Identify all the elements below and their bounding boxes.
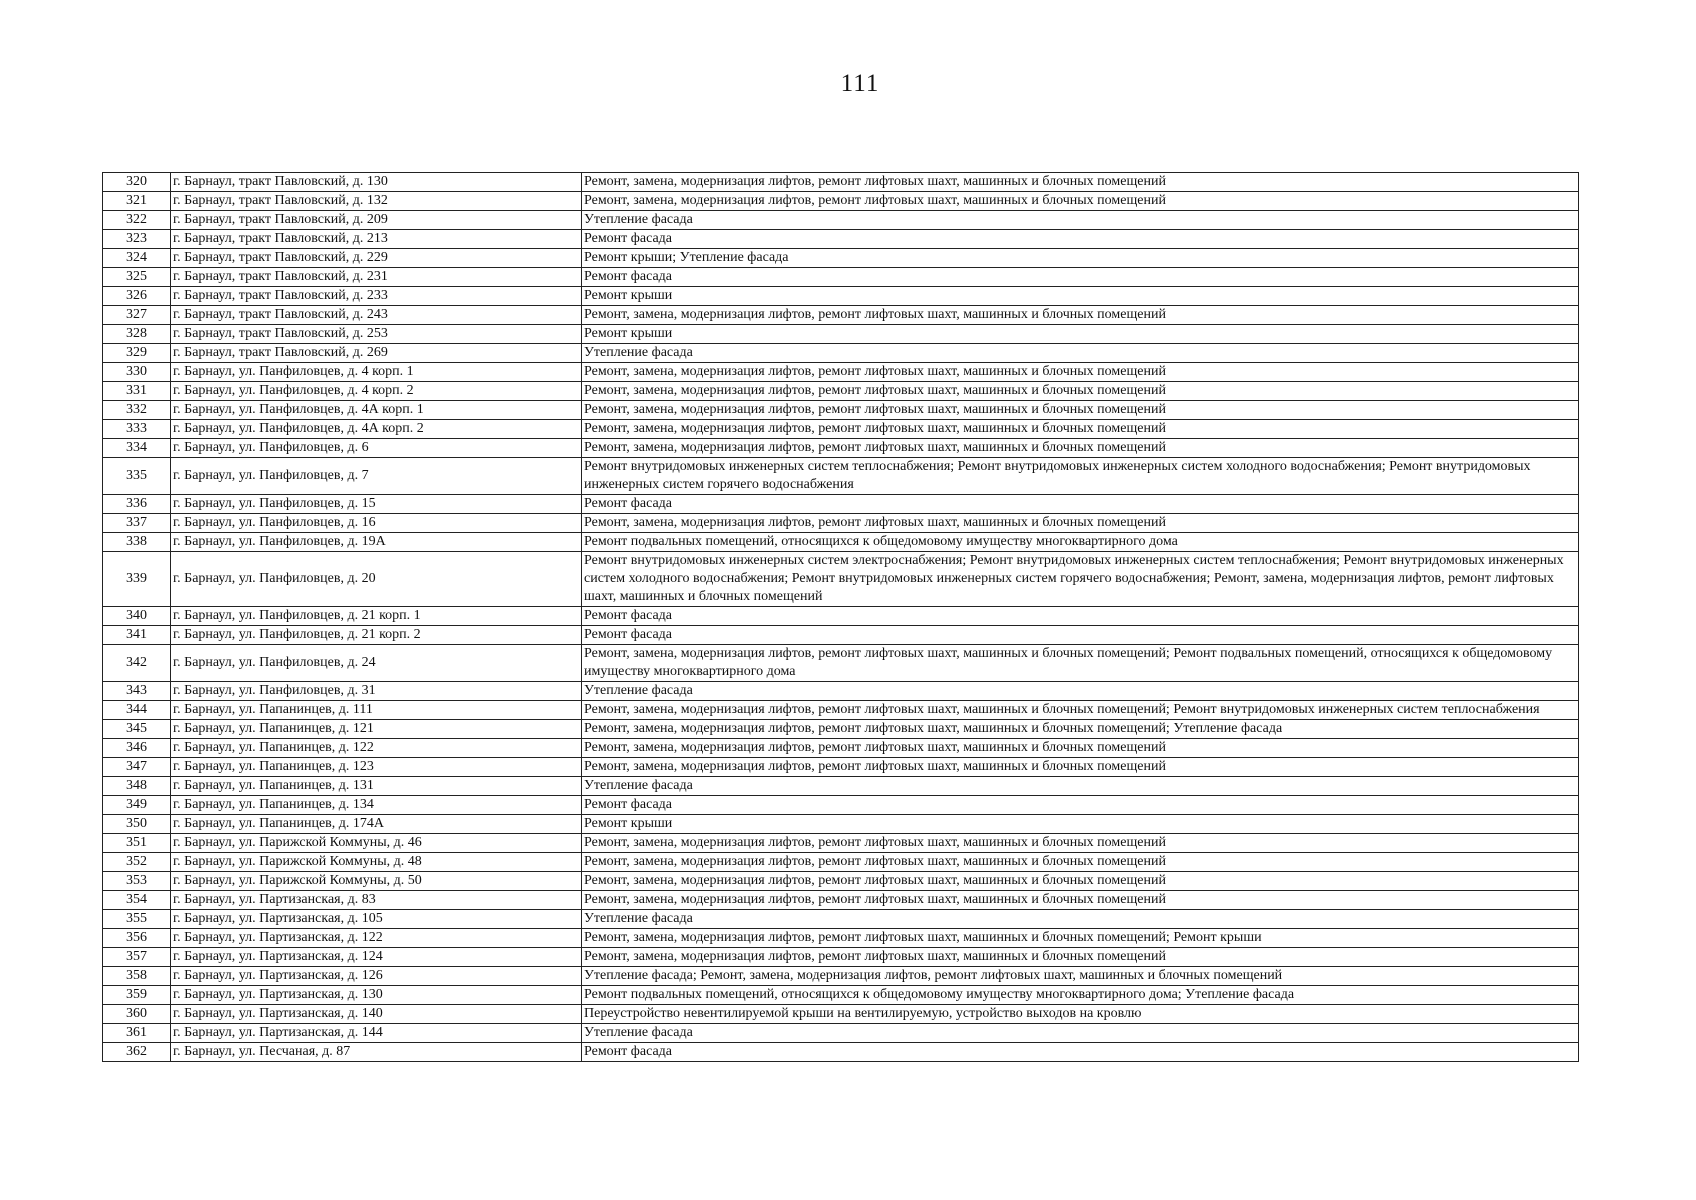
row-number: 333: [103, 420, 171, 439]
row-work-type: Ремонт, замена, модернизация лифтов, ремонт лифтовых шахт, машинных и блочных помещений: [582, 192, 1579, 211]
table-row: [103, 439, 1579, 458]
table-row: [103, 420, 1579, 439]
row-number: 340: [103, 607, 171, 626]
row-number: 350: [103, 815, 171, 834]
row-work-type: Ремонт фасада: [582, 607, 1579, 626]
table-row: [103, 287, 1579, 306]
row-work-type: Ремонт, замена, модернизация лифтов, ремонт лифтовых шахт, машинных и блочных помещений: [582, 739, 1579, 758]
row-work-type: Утепление фасада: [582, 910, 1579, 929]
table-row: [103, 834, 1579, 853]
row-number: 332: [103, 401, 171, 420]
row-address: г. Барнаул, ул. Панфиловцев, д. 4А корп. 1: [171, 401, 582, 420]
table-row: [103, 929, 1579, 948]
row-work-type: Ремонт фасада: [582, 1043, 1579, 1062]
row-work-type: Ремонт крыши: [582, 325, 1579, 344]
row-address: г. Барнаул, тракт Павловский, д. 132: [171, 192, 582, 211]
row-number: 328: [103, 325, 171, 344]
row-work-type: Ремонт, замена, модернизация лифтов, ремонт лифтовых шахт, машинных и блочных помещений; Ремонт подвальных помещений, относящихся к общедомовому имуществу многоквартирного дома: [582, 645, 1579, 682]
repair-registry-table: [102, 172, 1579, 1062]
table-row: [103, 910, 1579, 929]
table-row: [103, 382, 1579, 401]
table-row: [103, 325, 1579, 344]
row-number: 348: [103, 777, 171, 796]
row-work-type: Ремонт, замена, модернизация лифтов, ремонт лифтовых шахт, машинных и блочных помещений: [582, 401, 1579, 420]
table-row: [103, 268, 1579, 287]
row-work-type: Ремонт крыши: [582, 815, 1579, 834]
row-number: 361: [103, 1024, 171, 1043]
row-number: 324: [103, 249, 171, 268]
row-address: г. Барнаул, тракт Павловский, д. 231: [171, 268, 582, 287]
table-row: [103, 701, 1579, 720]
table-row: [103, 967, 1579, 986]
row-work-type: Ремонт, замена, модернизация лифтов, ремонт лифтовых шахт, машинных и блочных помещений; Ремонт крыши: [582, 929, 1579, 948]
row-number: 362: [103, 1043, 171, 1062]
row-address: г. Барнаул, ул. Папанинцев, д. 111: [171, 701, 582, 720]
row-address: г. Барнаул, ул. Парижской Коммуны, д. 46: [171, 834, 582, 853]
row-work-type: Ремонт подвальных помещений, относящихся к общедомовому имуществу многоквартирного дома; Утепление фасада: [582, 986, 1579, 1005]
table-row: [103, 986, 1579, 1005]
row-work-type: Ремонт, замена, модернизация лифтов, ремонт лифтовых шахт, машинных и блочных помещений: [582, 420, 1579, 439]
row-address: г. Барнаул, ул. Папанинцев, д. 131: [171, 777, 582, 796]
table-row: [103, 777, 1579, 796]
row-address: г. Барнаул, ул. Панфиловцев, д. 6: [171, 439, 582, 458]
table-row: [103, 514, 1579, 533]
table-row: [103, 173, 1579, 192]
row-number: 353: [103, 872, 171, 891]
table-row: [103, 607, 1579, 626]
row-address: г. Барнаул, ул. Папанинцев, д. 174А: [171, 815, 582, 834]
row-work-type: Ремонт, замена, модернизация лифтов, ремонт лифтовых шахт, машинных и блочных помещений: [582, 758, 1579, 777]
row-number: 349: [103, 796, 171, 815]
row-number: 359: [103, 986, 171, 1005]
row-address: г. Барнаул, ул. Панфиловцев, д. 7: [171, 458, 582, 495]
row-address: г. Барнаул, ул. Панфиловцев, д. 4 корп. 1: [171, 363, 582, 382]
table-row: [103, 249, 1579, 268]
row-number: 344: [103, 701, 171, 720]
row-work-type: Ремонт, замена, модернизация лифтов, ремонт лифтовых шахт, машинных и блочных помещений: [582, 382, 1579, 401]
row-address: г. Барнаул, ул. Папанинцев, д. 122: [171, 739, 582, 758]
row-address: г. Барнаул, ул. Панфиловцев, д. 15: [171, 495, 582, 514]
row-address: г. Барнаул, ул. Панфиловцев, д. 24: [171, 645, 582, 682]
row-address: г. Барнаул, ул. Панфиловцев, д. 31: [171, 682, 582, 701]
row-number: 352: [103, 853, 171, 872]
row-address: г. Барнаул, ул. Партизанская, д. 144: [171, 1024, 582, 1043]
row-work-type: Ремонт внутридомовых инженерных систем электроснабжения; Ремонт внутридомовых инженерных систем теплоснабжения; Ремонт внутридомовых инженерных систем холодного водоснабжения; Ремонт внутридомовых инженерных систем горячего водоснабжения; Ремонт, замена, модернизация лифтов, ремонт лифтовых шахт, машинных и блочных помещений: [582, 552, 1579, 607]
table-row: [103, 626, 1579, 645]
row-address: г. Барнаул, ул. Панфиловцев, д. 21 корп. 2: [171, 626, 582, 645]
row-work-type: Ремонт крыши; Утепление фасада: [582, 249, 1579, 268]
row-work-type: Ремонт, замена, модернизация лифтов, ремонт лифтовых шахт, машинных и блочных помещений: [582, 872, 1579, 891]
row-number: 354: [103, 891, 171, 910]
row-address: г. Барнаул, ул. Панфиловцев, д. 20: [171, 552, 582, 607]
row-work-type: Ремонт фасада: [582, 268, 1579, 287]
row-number: 338: [103, 533, 171, 552]
table-row: [103, 458, 1579, 495]
row-address: г. Барнаул, ул. Панфиловцев, д. 19А: [171, 533, 582, 552]
table-row: [103, 720, 1579, 739]
row-address: г. Барнаул, ул. Партизанская, д. 140: [171, 1005, 582, 1024]
table-row: [103, 796, 1579, 815]
table-row: [103, 363, 1579, 382]
row-address: г. Барнаул, тракт Павловский, д. 233: [171, 287, 582, 306]
row-number: 327: [103, 306, 171, 325]
row-work-type: Ремонт фасада: [582, 796, 1579, 815]
row-address: г. Барнаул, тракт Павловский, д. 130: [171, 173, 582, 192]
row-number: 335: [103, 458, 171, 495]
row-number: 339: [103, 552, 171, 607]
row-work-type: Ремонт, замена, модернизация лифтов, ремонт лифтовых шахт, машинных и блочных помещений; Утепление фасада: [582, 720, 1579, 739]
table-row: [103, 495, 1579, 514]
row-work-type: Утепление фасада: [582, 344, 1579, 363]
table-row: [103, 344, 1579, 363]
table-row: [103, 552, 1579, 607]
page-number: 111: [840, 70, 880, 97]
row-number: 322: [103, 211, 171, 230]
row-address: г. Барнаул, ул. Папанинцев, д. 121: [171, 720, 582, 739]
table-row: [103, 948, 1579, 967]
row-number: 357: [103, 948, 171, 967]
row-number: 360: [103, 1005, 171, 1024]
row-address: г. Барнаул, ул. Панфиловцев, д. 21 корп. 1: [171, 607, 582, 626]
row-address: г. Барнаул, ул. Парижской Коммуны, д. 50: [171, 872, 582, 891]
table-row: [103, 872, 1579, 891]
row-address: г. Барнаул, ул. Парижской Коммуны, д. 48: [171, 853, 582, 872]
row-address: г. Барнаул, ул. Панфиловцев, д. 4А корп. 2: [171, 420, 582, 439]
row-address: г. Барнаул, ул. Партизанская, д. 130: [171, 986, 582, 1005]
row-work-type: Ремонт, замена, модернизация лифтов, ремонт лифтовых шахт, машинных и блочных помещений: [582, 834, 1579, 853]
row-number: 326: [103, 287, 171, 306]
row-work-type: Ремонт фасада: [582, 626, 1579, 645]
table-row: [103, 853, 1579, 872]
table-row: [103, 211, 1579, 230]
row-work-type: Утепление фасада: [582, 777, 1579, 796]
row-number: 342: [103, 645, 171, 682]
row-number: 346: [103, 739, 171, 758]
row-work-type: Утепление фасада: [582, 682, 1579, 701]
table-row: [103, 682, 1579, 701]
row-work-type: Ремонт фасада: [582, 495, 1579, 514]
table-row: [103, 739, 1579, 758]
row-work-type: Ремонт, замена, модернизация лифтов, ремонт лифтовых шахт, машинных и блочных помещений: [582, 891, 1579, 910]
row-address: г. Барнаул, ул. Панфиловцев, д. 4 корп. 2: [171, 382, 582, 401]
row-number: 347: [103, 758, 171, 777]
row-work-type: Переустройство невентилируемой крыши на вентилируемую, устройство выходов на кровлю: [582, 1005, 1579, 1024]
table-row: [103, 306, 1579, 325]
row-number: 329: [103, 344, 171, 363]
table-row: [103, 230, 1579, 249]
row-number: 323: [103, 230, 171, 249]
row-address: г. Барнаул, тракт Павловский, д. 243: [171, 306, 582, 325]
row-number: 325: [103, 268, 171, 287]
row-work-type: Утепление фасада; Ремонт, замена, модернизация лифтов, ремонт лифтовых шахт, машинных и блочных помещений: [582, 967, 1579, 986]
row-number: 336: [103, 495, 171, 514]
table-body: [103, 173, 1579, 1062]
table-row: [103, 533, 1579, 552]
row-number: 321: [103, 192, 171, 211]
row-number: 356: [103, 929, 171, 948]
row-number: 345: [103, 720, 171, 739]
row-address: г. Барнаул, тракт Павловский, д. 209: [171, 211, 582, 230]
row-number: 320: [103, 173, 171, 192]
row-work-type: Ремонт крыши: [582, 287, 1579, 306]
row-work-type: Ремонт, замена, модернизация лифтов, ремонт лифтовых шахт, машинных и блочных помещений: [582, 514, 1579, 533]
row-address: г. Барнаул, тракт Павловский, д. 269: [171, 344, 582, 363]
table-row: [103, 401, 1579, 420]
row-address: г. Барнаул, ул. Партизанская, д. 126: [171, 967, 582, 986]
row-number: 337: [103, 514, 171, 533]
row-work-type: Ремонт внутридомовых инженерных систем теплоснабжения; Ремонт внутридомовых инженерных систем холодного водоснабжения; Ремонт внутридомовых инженерных систем горячего водоснабжения: [582, 458, 1579, 495]
row-address: г. Барнаул, ул. Папанинцев, д. 123: [171, 758, 582, 777]
row-number: 358: [103, 967, 171, 986]
row-address: г. Барнаул, тракт Павловский, д. 229: [171, 249, 582, 268]
row-number: 343: [103, 682, 171, 701]
row-number: 351: [103, 834, 171, 853]
row-work-type: Ремонт, замена, модернизация лифтов, ремонт лифтовых шахт, машинных и блочных помещений: [582, 173, 1579, 192]
row-address: г. Барнаул, ул. Партизанская, д. 105: [171, 910, 582, 929]
row-address: г. Барнаул, тракт Павловский, д. 253: [171, 325, 582, 344]
row-address: г. Барнаул, тракт Павловский, д. 213: [171, 230, 582, 249]
table-row: [103, 192, 1579, 211]
row-work-type: Утепление фасада: [582, 211, 1579, 230]
row-number: 355: [103, 910, 171, 929]
row-number: 334: [103, 439, 171, 458]
row-address: г. Барнаул, ул. Песчаная, д. 87: [171, 1043, 582, 1062]
table-row: [103, 1005, 1579, 1024]
row-work-type: Ремонт, замена, модернизация лифтов, ремонт лифтовых шахт, машинных и блочных помещений: [582, 439, 1579, 458]
table-row: [103, 1043, 1579, 1062]
table-row: [103, 1024, 1579, 1043]
row-address: г. Барнаул, ул. Партизанская, д. 83: [171, 891, 582, 910]
row-number: 331: [103, 382, 171, 401]
row-work-type: Ремонт, замена, модернизация лифтов, ремонт лифтовых шахт, машинных и блочных помещений: [582, 363, 1579, 382]
table-row: [103, 645, 1579, 682]
table-row: [103, 891, 1579, 910]
row-address: г. Барнаул, ул. Панфиловцев, д. 16: [171, 514, 582, 533]
row-work-type: Ремонт, замена, модернизация лифтов, ремонт лифтовых шахт, машинных и блочных помещений: [582, 853, 1579, 872]
row-work-type: Ремонт подвальных помещений, относящихся к общедомовому имуществу многоквартирного дома: [582, 533, 1579, 552]
row-work-type: Утепление фасада: [582, 1024, 1579, 1043]
row-address: г. Барнаул, ул. Партизанская, д. 122: [171, 929, 582, 948]
row-work-type: Ремонт, замена, модернизация лифтов, ремонт лифтовых шахт, машинных и блочных помещений: [582, 948, 1579, 967]
row-work-type: Ремонт фасада: [582, 230, 1579, 249]
row-work-type: Ремонт, замена, модернизация лифтов, ремонт лифтовых шахт, машинных и блочных помещений; Ремонт внутридомовых инженерных систем теплоснабжения: [582, 701, 1579, 720]
row-address: г. Барнаул, ул. Папанинцев, д. 134: [171, 796, 582, 815]
row-address: г. Барнаул, ул. Партизанская, д. 124: [171, 948, 582, 967]
row-number: 330: [103, 363, 171, 382]
table-row: [103, 815, 1579, 834]
row-work-type: Ремонт, замена, модернизация лифтов, ремонт лифтовых шахт, машинных и блочных помещений: [582, 306, 1579, 325]
row-number: 341: [103, 626, 171, 645]
table-row: [103, 758, 1579, 777]
